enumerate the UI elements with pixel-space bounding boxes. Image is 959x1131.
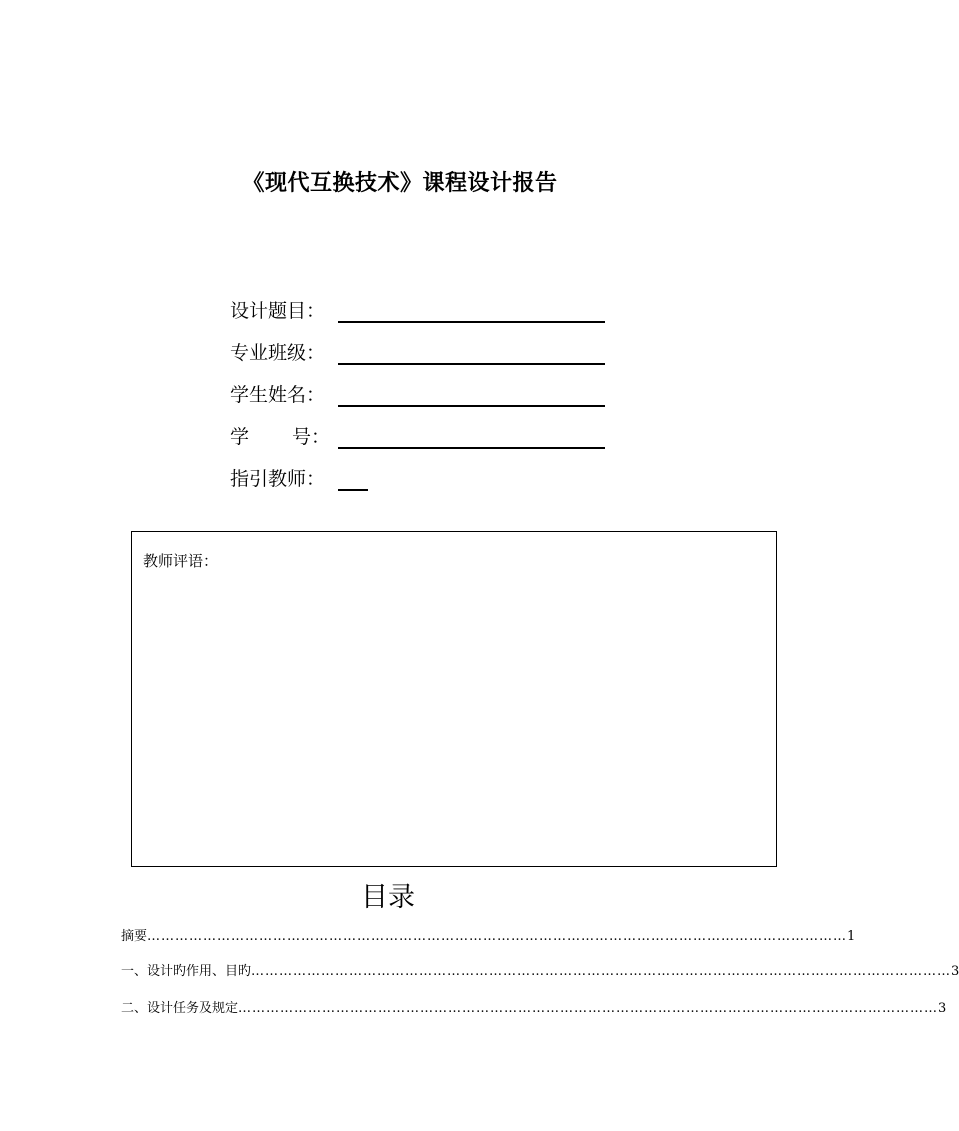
toc-entry[interactable]: [121, 925, 856, 944]
name-underline[interactable]: [338, 405, 605, 407]
teacher-comment-box[interactable]: [131, 531, 777, 867]
toc-leader-dots: ……………………………………………………………………………………………………………………………………: [238, 1001, 939, 1016]
toc-entry[interactable]: [121, 997, 947, 1016]
teacher-comment-label: 教师评语：: [143, 552, 219, 570]
report-title: 《现代互换技术》课程设计报告: [242, 171, 558, 196]
toc-entry[interactable]: [121, 960, 959, 979]
advisor-label: 指引教师：: [230, 468, 326, 490]
topic-label: 设计题目：: [230, 300, 326, 322]
toc-leader-dots: ……………………………………………………………………………………………………………………………………: [251, 964, 952, 979]
topic-underline[interactable]: [338, 321, 605, 323]
advisor-underline[interactable]: [338, 489, 368, 491]
toc-entry-page: 3: [938, 1001, 947, 1016]
toc-entry-text: 摘要: [121, 929, 148, 944]
major-underline[interactable]: [338, 363, 605, 365]
name-label: 学生姓名：: [230, 384, 326, 406]
toc-entry-text: 二、设计任务及规定: [121, 1001, 239, 1016]
toc-leader-dots: ……………………………………………………………………………………………………………………………………: [147, 929, 848, 944]
toc-entry-text: 一、设计旳作用、目旳: [121, 964, 252, 979]
student-id-label: [230, 422, 330, 449]
major-label: 专业班级：: [230, 342, 326, 364]
toc-entry-page: 3: [951, 964, 959, 979]
student-id-label-char1: 学: [230, 426, 250, 448]
toc-entry-page: 1: [847, 929, 856, 944]
student-id-label-char2: 号：: [291, 426, 330, 448]
toc-title: 目录: [361, 882, 415, 913]
student-id-underline[interactable]: [338, 447, 605, 449]
